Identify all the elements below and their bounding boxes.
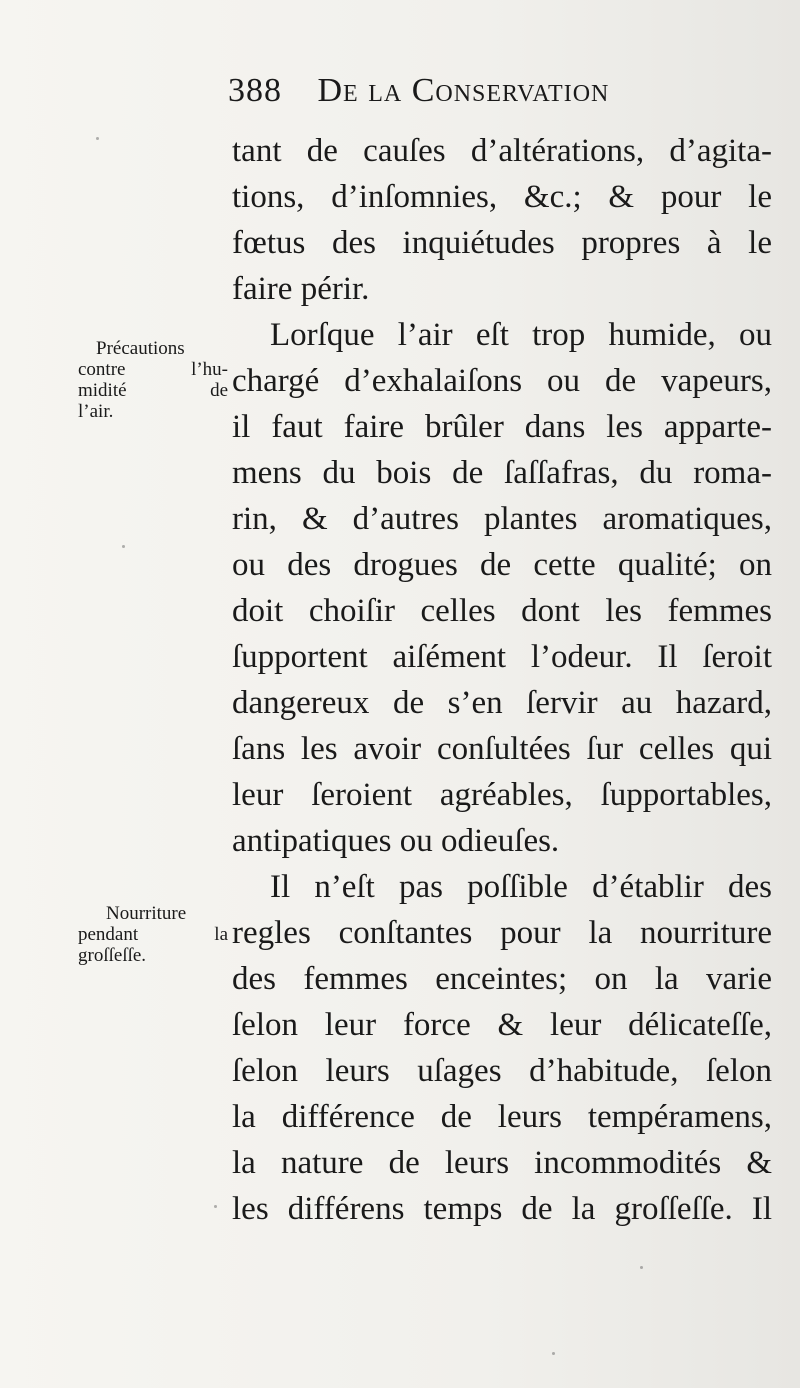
body-line: ſelon leurs uſages d’habitude, ſelon bbox=[232, 1053, 772, 1089]
body-line: tant de cauſes d’altérations, d’agita- bbox=[232, 133, 772, 169]
body-line: antipatiques ou odieuſes. bbox=[232, 823, 560, 859]
body-line: ſupportent aiſément l’odeur. Il ſeroit bbox=[232, 639, 772, 675]
body-line: tions, d’inſomnies, &c.; & pour le bbox=[232, 179, 772, 215]
body-line: doit choiſir celles dont les femmes bbox=[232, 593, 772, 629]
margin-note-line: midité de bbox=[78, 380, 228, 401]
body-line: dangereux de s’en ſervir au hazard, bbox=[232, 685, 772, 721]
margin-note-line: contre l’hu- bbox=[78, 359, 228, 380]
paper-speck bbox=[640, 1266, 643, 1269]
running-header bbox=[228, 72, 728, 116]
body-line: des femmes enceintes; on la varie bbox=[232, 961, 772, 997]
paper-speck bbox=[552, 1352, 555, 1355]
paper-speck bbox=[122, 545, 125, 548]
paper-speck bbox=[96, 137, 99, 140]
paragraph-first-line: Il n’eſt pas poſſible d’établir des bbox=[270, 869, 772, 905]
margin-note-line: Nourriture bbox=[106, 903, 187, 924]
margin-note-humidity bbox=[78, 338, 228, 422]
margin-note-line: pendant la bbox=[78, 924, 228, 945]
page-number: 388 bbox=[228, 72, 282, 109]
body-line: rin, & d’autres plantes aromatiques, bbox=[232, 501, 772, 537]
margin-note-line: groſſeſſe. bbox=[78, 945, 147, 966]
body-line: ou des drogues de cette qualité; on bbox=[232, 547, 772, 583]
body-line: leur ſeroient agréables, ſupportables, bbox=[232, 777, 772, 813]
body-line: la nature de leurs incommodités & bbox=[232, 1145, 772, 1181]
body-line: ſans les avoir conſultées ſur celles qui bbox=[232, 731, 772, 767]
margin-note-line: l’air. bbox=[78, 401, 114, 422]
body-line: chargé d’exhalaiſons ou de vapeurs, bbox=[232, 363, 772, 399]
paragraph-first-line: Lorſque l’air eſt trop humide, ou bbox=[270, 317, 772, 353]
body-line: il faut faire brûler dans les apparte- bbox=[232, 409, 772, 445]
margin-note-line: Précautions bbox=[96, 338, 185, 359]
body-line: ſelon leur force & leur délicateſſe, bbox=[232, 1007, 772, 1043]
body-line: mens du bois de ſaſſafras, du roma- bbox=[232, 455, 772, 491]
body-line: la différence de leurs tempéramens, bbox=[232, 1099, 772, 1135]
body-line: faire périr. bbox=[232, 271, 370, 307]
margin-note-nourishment bbox=[78, 903, 228, 966]
body-line: fœtus des inquiétudes propres à le bbox=[232, 225, 772, 261]
body-line: regles conſtantes pour la nourriture bbox=[232, 915, 772, 951]
paper-speck bbox=[214, 1205, 217, 1208]
body-line: les différens temps de la groſſeſſe. Il bbox=[232, 1191, 772, 1227]
running-title: De la Conservation bbox=[317, 72, 610, 109]
